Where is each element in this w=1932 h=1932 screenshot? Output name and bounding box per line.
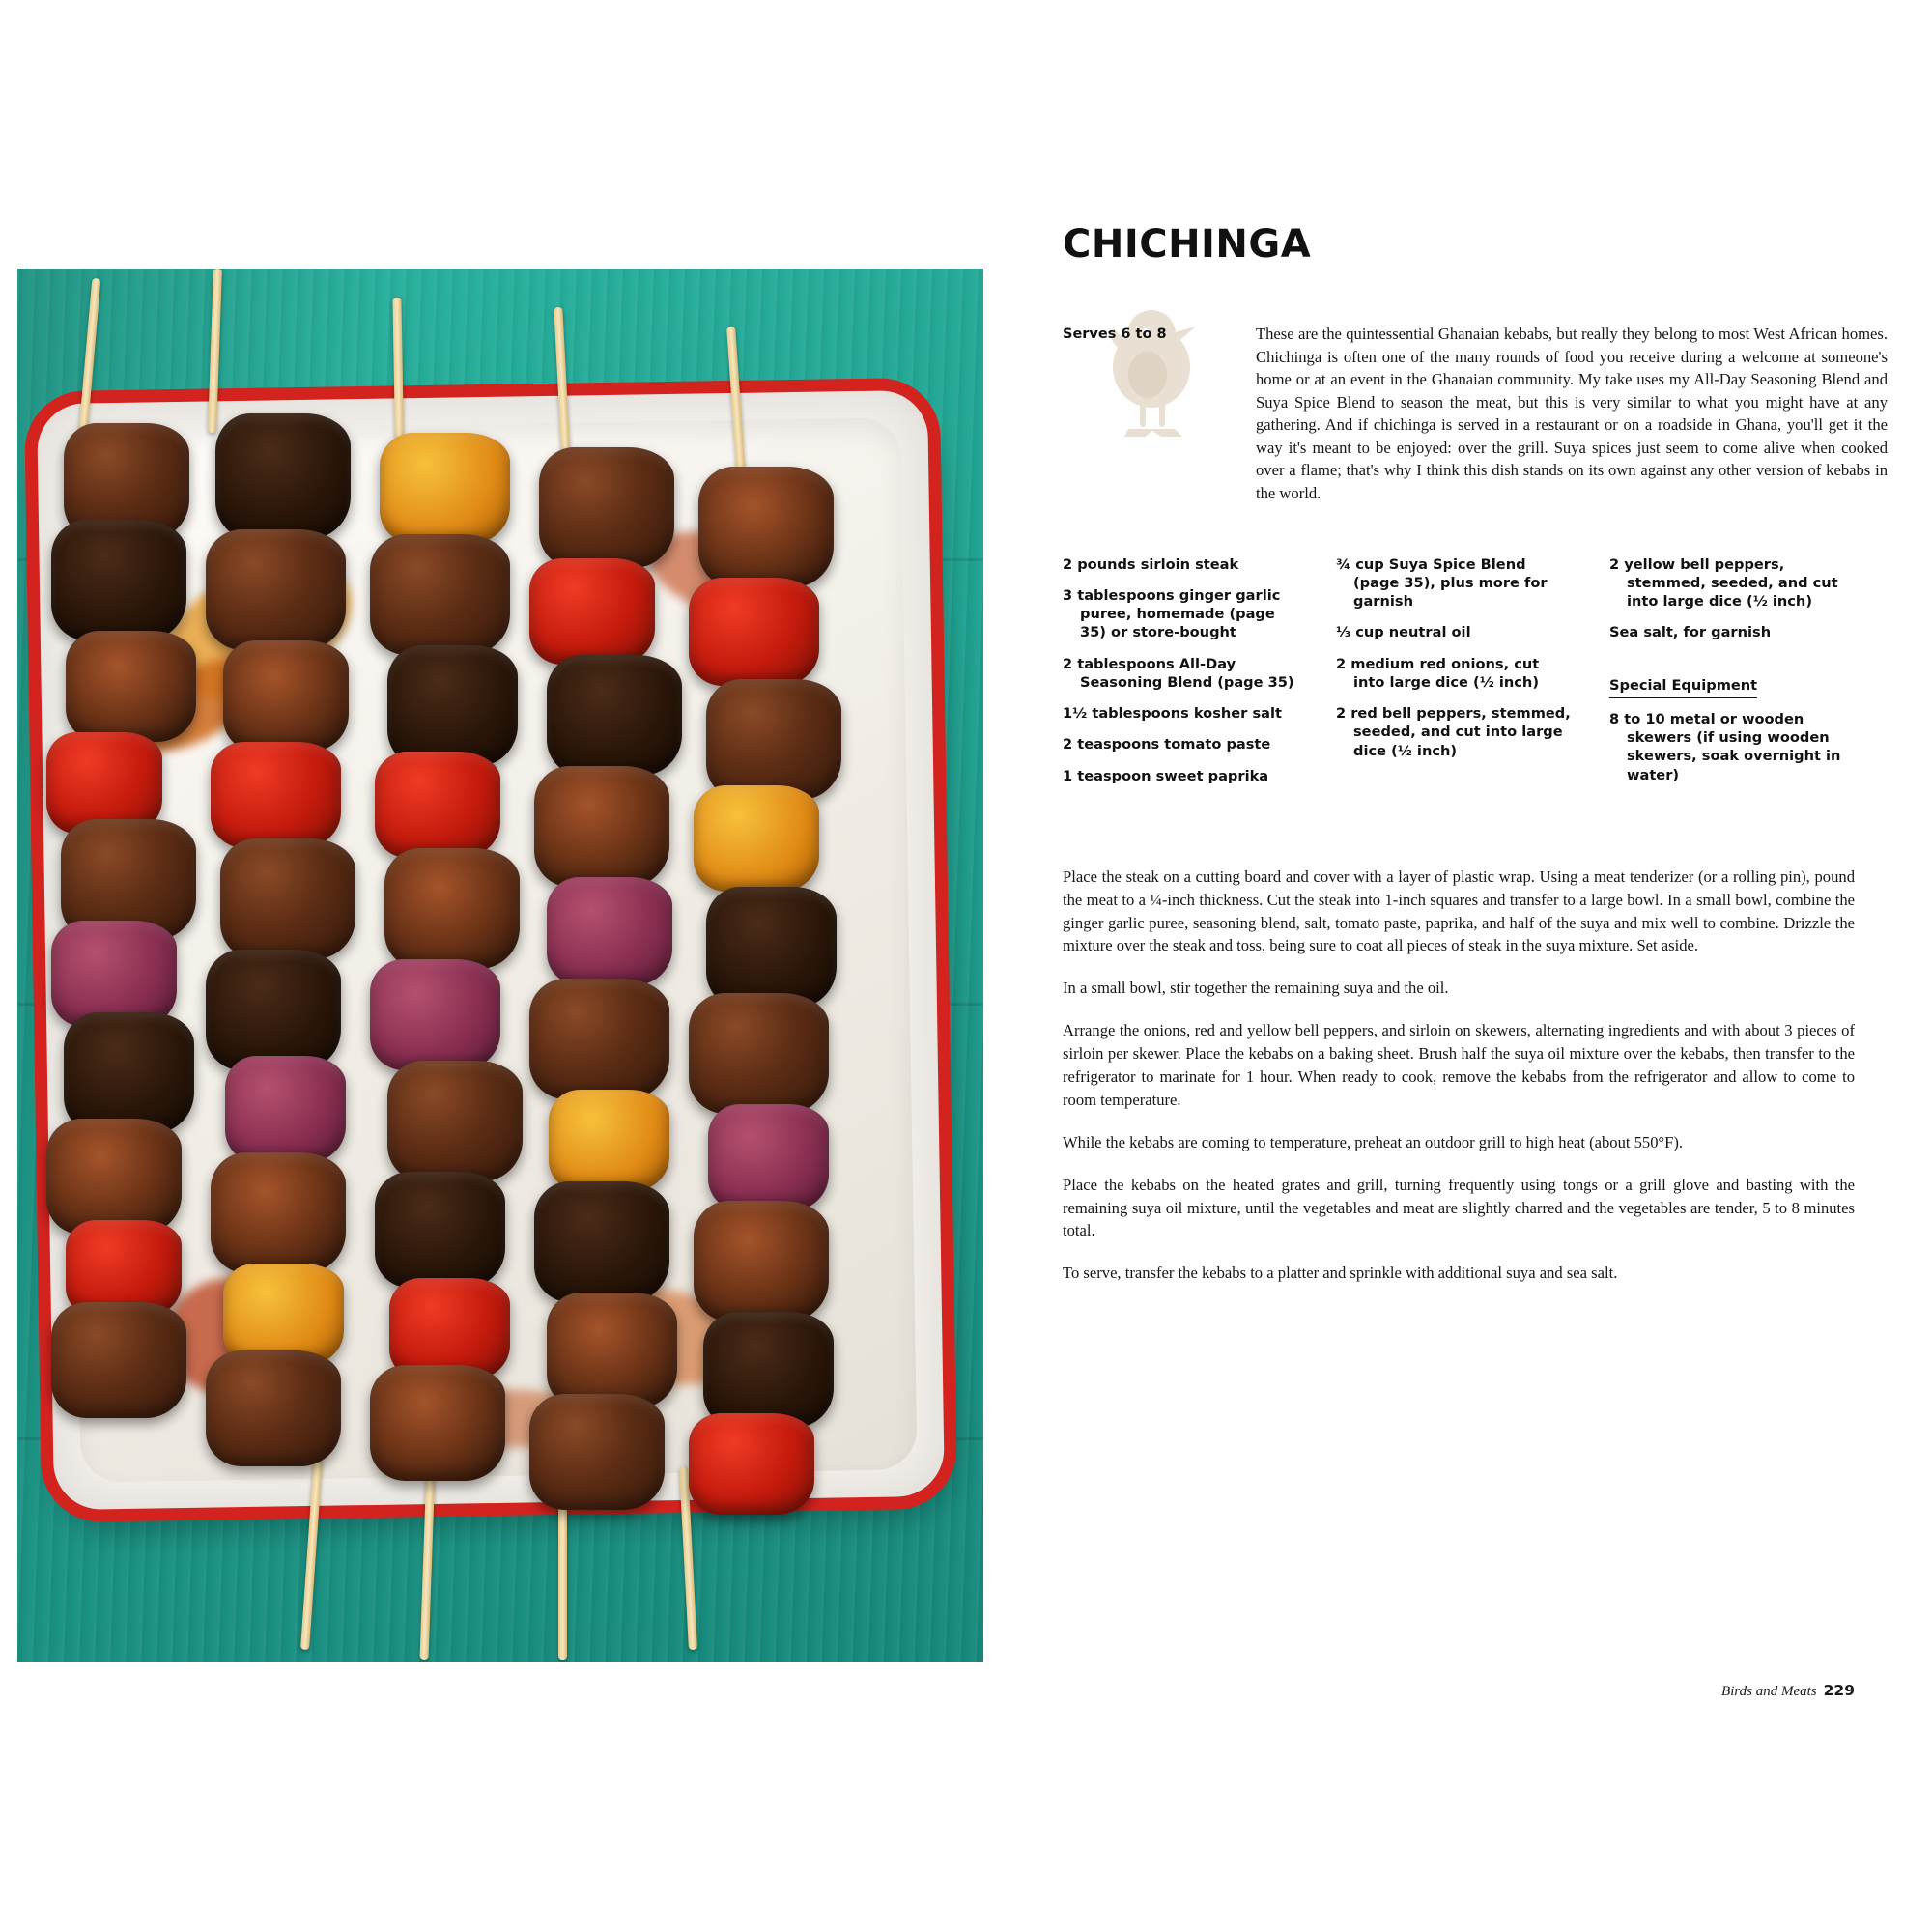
- page-title: CHICHINGA: [1063, 222, 1312, 267]
- ingredient-item: ⅓ cup neutral oil: [1336, 624, 1471, 641]
- kebab-skewer: [529, 413, 692, 1379]
- ingredients-column-1: [1063, 555, 1299, 798]
- ingredient-item: 1 teaspoon sweet paprika: [1063, 767, 1269, 784]
- recipe-page: [1024, 222, 1893, 1700]
- method-paragraph: To serve, transfer the kebabs to a platter and sprinkle with additional suya and sea salt.: [1063, 1264, 1618, 1283]
- ingredients-column-3: [1609, 555, 1851, 798]
- method-paragraph: Arrange the onions, red and yellow bell peppers, and sirloin on skewers, alternating ingredients and with about 3 pieces of sirloin per skewer. Place the kebabs on a baking sheet. Brush half the suya oil mixture over the kebabs, then transfer to the refrigerator to marinate for 1 hour. When ready to cook, remove the kebabs from the refrigerator and allow to come to room temperature.: [1063, 1021, 1855, 1109]
- recipe-photograph: [17, 269, 983, 1662]
- ingredients-section: [1063, 555, 1893, 798]
- ingredient-item: 2 teaspoons tomato paste: [1063, 736, 1271, 753]
- kebab-skewer: [689, 413, 851, 1379]
- ingredient-item: 3 tablespoons ginger garlic puree, homemade (page 35) or store-bought: [1063, 586, 1281, 641]
- kebab-skewer: [206, 413, 368, 1379]
- method-section: [1063, 866, 1855, 1285]
- kebab-skewer: [370, 413, 532, 1379]
- ingredients-column-2: [1336, 555, 1573, 798]
- ingredient-item: Sea salt, for garnish: [1609, 624, 1772, 641]
- ingredient-item: 1½ tablespoons kosher salt: [1063, 705, 1282, 722]
- serves-label: Serves 6 to 8: [1063, 327, 1167, 342]
- serves-column: [1063, 327, 1256, 505]
- method-paragraph: In a small bowl, stir together the remaining suya and the oil.: [1063, 979, 1449, 998]
- ingredient-item: 2 yellow bell peppers, stemmed, seeded, and cut into large dice (½ inch): [1609, 555, 1838, 610]
- serves-and-headnote: [1063, 327, 1893, 505]
- method-paragraph: While the kebabs are coming to temperature, preheat an outdoor grill to high heat (about 550°F).: [1063, 1132, 1684, 1151]
- ingredient-item: 2 pounds sirloin steak: [1063, 555, 1239, 573]
- ingredient-item: ¾ cup Suya Spice Blend (page 35), plus more for garnish: [1336, 555, 1548, 610]
- chick-icon: [1092, 299, 1217, 444]
- ingredient-item: 2 medium red onions, cut into large dice (½ inch): [1336, 655, 1540, 691]
- special-equipment-heading: Special Equipment: [1609, 676, 1757, 698]
- page-footer: [1063, 1682, 1855, 1700]
- kebab-skewer: [46, 413, 209, 1379]
- ingredient-item: 2 tablespoons All-Day Seasoning Blend (page 35): [1063, 655, 1294, 691]
- headnote-text: These are the quintessential Ghanaian kebabs, but really they belong to most West African homes. Chichinga is often one of the many rounds of food you receive during a welcome at someone's home or at an event in the Ghanaian community. My take uses my All-Day Seasoning Blend and Suya Spice Blend to season the meat, but this is very similar to what you might have at any gathering. And if chichinga is served in a restaurant or on a roadside in Ghana, you'll get it the way it's meant to be enjoyed: over the grill. Suya spices just seem to come alive when cooked over a flame; that's why I think this dish stands on its own against any other version of kebabs in the world.: [1256, 325, 1888, 502]
- method-paragraph: Place the kebabs on the heated grates and grill, turning frequently using tongs or a grill glove and basting with the remaining suya oil mixture, until the vegetables and meat are slightly charred and the vegetables are tender, 5 to 8 minutes total.: [1063, 1175, 1855, 1240]
- footer-page-number: 229: [1823, 1682, 1855, 1699]
- footer-section-name: Birds and Meats: [1721, 1684, 1817, 1699]
- ingredient-item: 2 red bell peppers, stemmed, seeded, and cut into large dice (½ inch): [1336, 705, 1571, 759]
- special-equipment-item: 8 to 10 metal or wooden skewers (if using wooden skewers, soak overnight in water): [1609, 710, 1841, 783]
- method-paragraph: Place the steak on a cutting board and cover with a layer of plastic wrap. Using a meat tenderizer (or a rolling pin), pound the meat to a ¼-inch thickness. Cut the steak into 1-inch squares and transfer to a large bowl. In a small bowl, combine the ginger garlic puree, seasoning blend, salt, tomato paste, paprika, and half of the suya and mix well to combine. Drizzle the mixture over the steak and toss, being sure to coat all pieces of steak in the suya mixture. Set aside.: [1063, 867, 1855, 955]
